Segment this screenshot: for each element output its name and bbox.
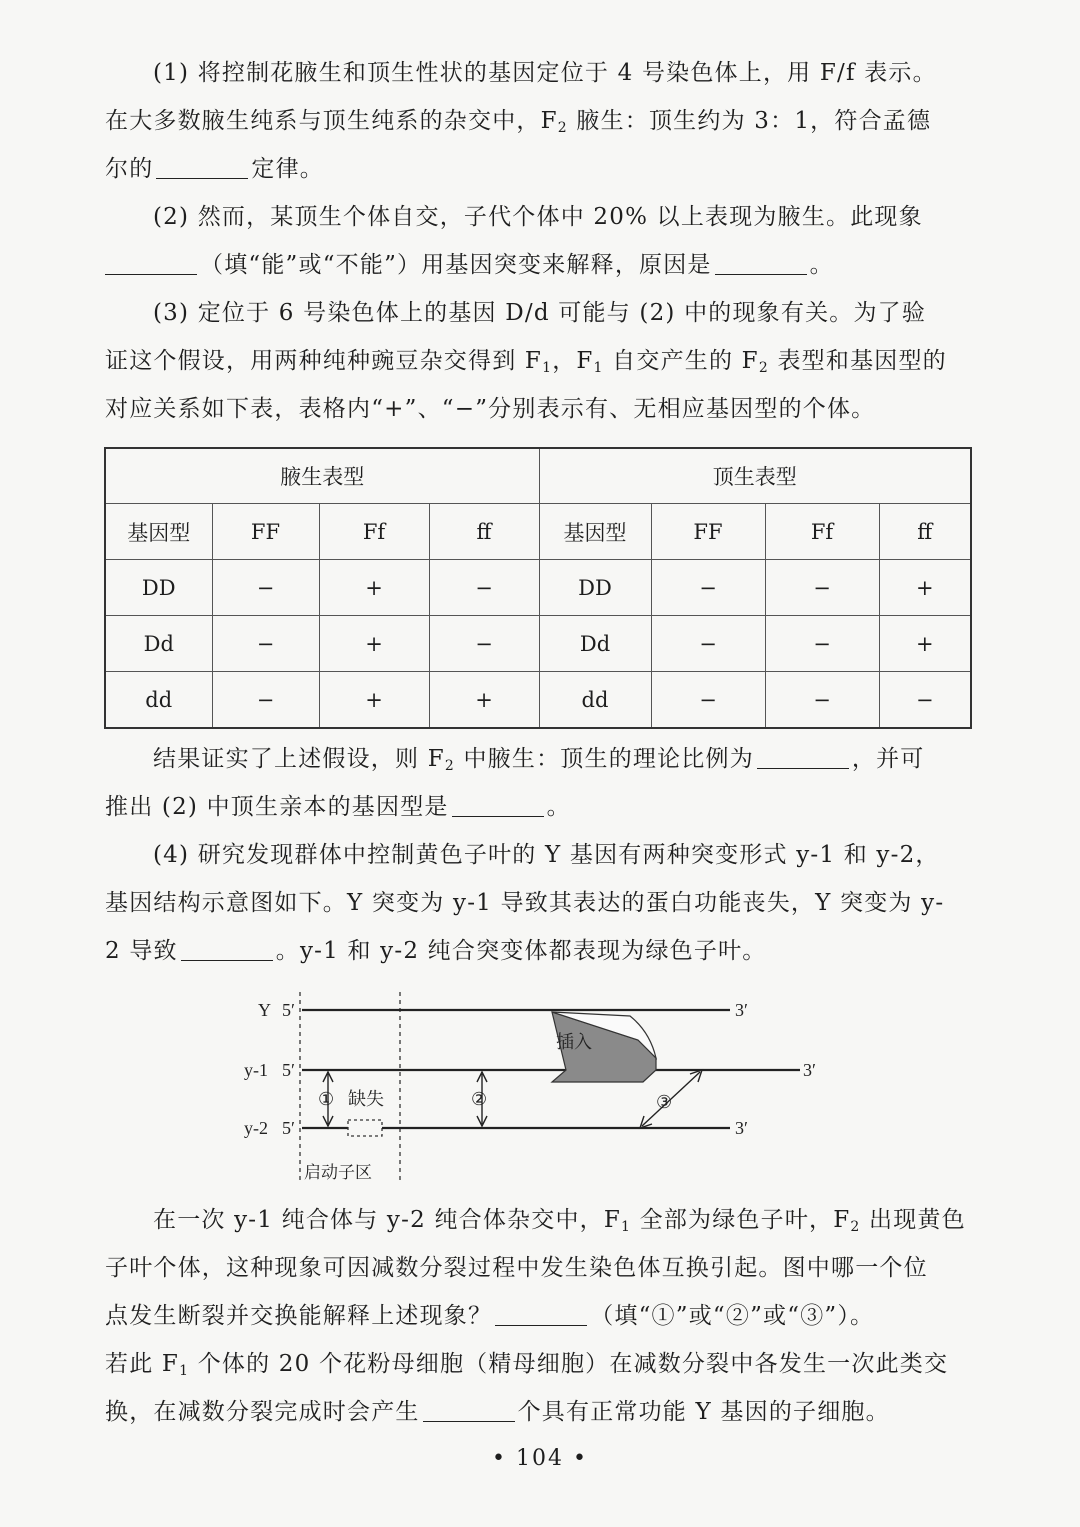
table-cell: − (651, 616, 765, 672)
q1-line-2-text-b: 腋生：顶生约为 3：1，符合孟德 (567, 108, 932, 134)
table-cell: dd (105, 672, 212, 729)
q3b-text-a: 结果证实了上述假设，则 F (153, 746, 445, 772)
genotype-table (104, 447, 972, 729)
subscript: 1 (179, 1363, 190, 1379)
q2-line-1: (2) 然而，某顶生个体自交，子代个体中 20% 以上表现为腋生。此现象 (153, 204, 923, 230)
q3-line-2 (105, 337, 973, 385)
promoter-label: 启动子区 (304, 1163, 372, 1182)
question-3 (105, 289, 973, 433)
label-y2: y-2 (244, 1118, 268, 1138)
q3-text-c: 自交产生的 F (603, 348, 759, 374)
terminal-header: 顶生表型 (539, 448, 971, 504)
q3b-line-1 (105, 735, 973, 783)
label-Y: Y (258, 1000, 271, 1020)
page-number: • 104 • (492, 1446, 588, 1471)
five-prime-y1: 5′ (282, 1060, 295, 1080)
five-prime-Y: 5′ (282, 1000, 295, 1020)
three-prime-y2: 3′ (735, 1118, 748, 1138)
table-cell: − (765, 616, 879, 672)
answer-blank (715, 252, 807, 275)
table-cell: − (212, 616, 319, 672)
five-prime-y2: 5′ (282, 1118, 295, 1138)
table-cell: − (429, 616, 539, 672)
question-3-result (105, 735, 973, 831)
site-3-label: ③ (656, 1092, 673, 1112)
deletion-label: 缺失 (348, 1089, 384, 1109)
answer-blank (156, 156, 248, 179)
q4b-text-c: 出现黄色 (860, 1207, 966, 1233)
table-cell: − (212, 672, 319, 729)
q4b-text-a: 在一次 y-1 纯合体与 y-2 纯合体杂交中，F (153, 1207, 621, 1233)
table-cell: Dd (539, 616, 651, 672)
q4b-text-g: 个体的 20 个花粉母细胞（精母细胞）在减数分裂中各发生一次此类交 (189, 1351, 949, 1377)
q4-text-a: 2 导致 (105, 938, 178, 964)
q3b-text-e: 。 (546, 794, 571, 820)
col-header: ff (429, 504, 539, 560)
table-cell: − (651, 672, 765, 729)
col-header: ff (879, 504, 971, 560)
question-4 (105, 831, 973, 975)
q3b-text-c: ，并可 (851, 746, 925, 772)
subscript: 1 (593, 360, 604, 376)
table-row (105, 560, 971, 616)
q1-line-3-text: 尔的 (105, 156, 154, 182)
subscript: 2 (850, 1219, 861, 1235)
table-cell: + (879, 616, 971, 672)
q3-text-a: 证这个假设，用两种纯种豌豆杂交得到 F (105, 348, 543, 374)
question-1 (105, 49, 973, 193)
three-prime-Y: 3′ (735, 1000, 748, 1020)
answer-blank (105, 252, 197, 275)
col-header: FF (212, 504, 319, 560)
table-cell: + (319, 616, 429, 672)
q4-line-2: 基因结构示意图如下。Y 突变为 y-1 导致其表达的蛋白功能丧失，Y 突变为 y- (105, 890, 945, 916)
col-header: Ff (319, 504, 429, 560)
q1-line-3-text-b: 定律。 (251, 156, 325, 182)
q4-text-b: 。y-1 和 y-2 纯合突变体都表现为绿色子叶。 (275, 938, 767, 964)
table-cell: Dd (105, 616, 212, 672)
q1-line-2-text: 在大多数腋生纯系与顶生纯系的杂交中，F (105, 108, 558, 134)
q4b-text-f: 若此 F (105, 1351, 180, 1377)
label-y1: y-1 (244, 1060, 268, 1080)
axillary-header: 腋生表型 (105, 448, 539, 504)
q4b-line-3 (105, 1292, 973, 1340)
table-cell: − (212, 560, 319, 616)
table-row (105, 672, 971, 729)
table-cell: + (429, 672, 539, 729)
q4b-line-5 (105, 1388, 973, 1436)
answer-blank (495, 1303, 587, 1326)
q4b-text-e: （填“①”或“②”或“③”）。 (590, 1303, 875, 1329)
table-cell: − (651, 560, 765, 616)
answer-blank (423, 1399, 515, 1422)
q4b-text-b: 全部为绿色子叶，F (631, 1207, 851, 1233)
subscript: 1 (621, 1219, 632, 1235)
q1-line-3 (105, 145, 973, 193)
q4-line-1: (4) 研究发现群体中控制黄色子叶的 Y 基因有两种突变形式 y-1 和 y-2， (153, 842, 940, 868)
q4-line-3 (105, 927, 973, 975)
subscript: 1 (542, 360, 553, 376)
q2-line-2-text-b: 。 (809, 252, 834, 278)
col-header: Ff (765, 504, 879, 560)
q3-text-b: ，F (552, 348, 594, 374)
table-cell: − (765, 672, 879, 729)
table-cell: − (765, 560, 879, 616)
subscript: 2 (444, 758, 455, 774)
q3b-line-2 (105, 783, 973, 831)
q3b-text-b: 中腋生：顶生的理论比例为 (454, 746, 754, 772)
table-cell: DD (105, 560, 212, 616)
q4b-text-d: 点发生断裂并交换能解释上述现象？ (105, 1303, 493, 1329)
table-cell: + (319, 672, 429, 729)
col-header: 基因型 (105, 504, 212, 560)
q3-line-3: 对应关系如下表，表格内“+”、“−”分别表示有、无相应基因型的个体。 (105, 396, 876, 422)
subscript: 2 (557, 120, 568, 136)
table-cell: + (879, 560, 971, 616)
question-2 (105, 193, 973, 289)
three-prime-y1: 3′ (803, 1060, 816, 1080)
col-header: FF (651, 504, 765, 560)
q3-line-1: (3) 定位于 6 号染色体上的基因 D/d 可能与 (2) 中的现象有关。为了验 (153, 300, 927, 326)
table-cell: − (429, 560, 539, 616)
gene-structure-diagram (230, 992, 850, 1192)
table-cell: − (879, 672, 971, 729)
q1-line-2 (105, 97, 973, 145)
site-1-label: ① (318, 1089, 335, 1109)
q4b-line-2: 子叶个体，这种现象可因减数分裂过程中发生染色体互换引起。图中哪一个位 (105, 1255, 928, 1281)
question-4-continued (105, 1196, 973, 1436)
q4b-text-h: 换，在减数分裂完成时会产生 (105, 1399, 420, 1425)
answer-blank (181, 938, 273, 961)
insertion-label: 插入 (556, 1032, 592, 1052)
subscript: 2 (758, 360, 769, 376)
table-row (105, 616, 971, 672)
q2-line-2 (105, 241, 973, 289)
col-header: 基因型 (539, 504, 651, 560)
q2-line-2-text: （填“能”或“不能”）用基因突变来解释，原因是 (200, 252, 712, 278)
q1-line-1: (1) 将控制花腋生和顶生性状的基因定位于 4 号染色体上，用 F/f 表示。 (153, 60, 937, 86)
q4b-text-i: 个具有正常功能 Y 基因的子细胞。 (517, 1399, 890, 1425)
table-cell: dd (539, 672, 651, 729)
q4b-line-4 (105, 1340, 973, 1388)
q3-text-d: 表型和基因型的 (768, 348, 947, 374)
q3b-text-d: 推出 (2) 中顶生亲本的基因型是 (105, 794, 449, 820)
answer-blank (452, 794, 544, 817)
q4b-line-1 (105, 1196, 973, 1244)
table-cell: DD (539, 560, 651, 616)
table-cell: + (319, 560, 429, 616)
site-2-label: ② (471, 1089, 488, 1109)
deletion-box (348, 1120, 382, 1136)
answer-blank (757, 746, 849, 769)
